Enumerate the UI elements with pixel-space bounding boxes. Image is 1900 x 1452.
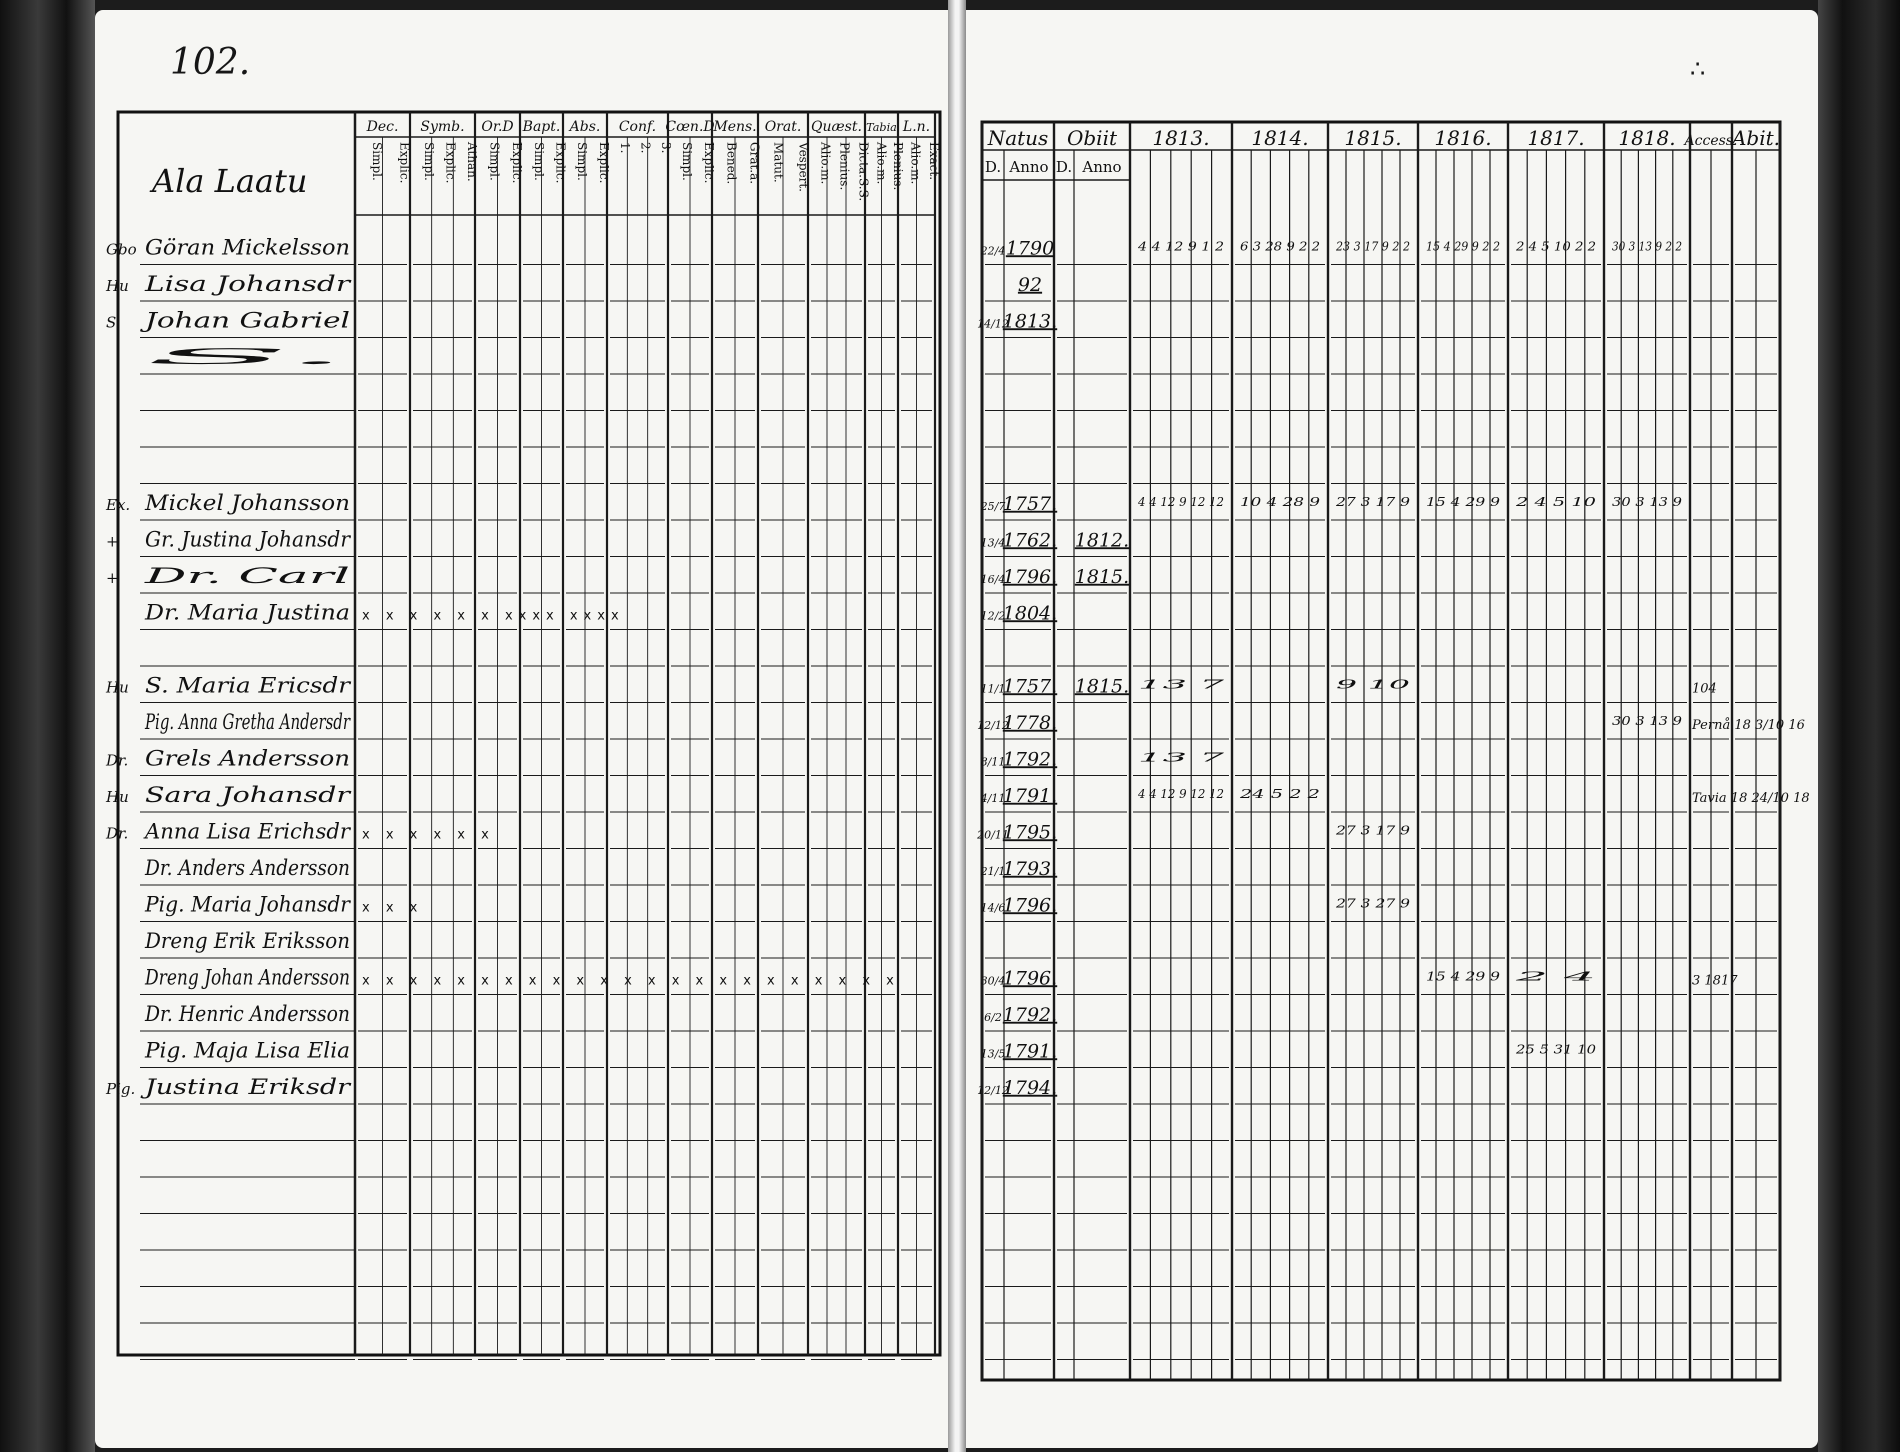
row-prefix: Hu	[106, 787, 129, 806]
person-name: Dreng Erik Eriksson	[144, 928, 350, 953]
natus-day: 8/11	[980, 755, 1006, 769]
column-header: Mens.	[713, 119, 757, 135]
obiit-year: 1815.	[1074, 675, 1130, 698]
person-name: Grels Andersson	[145, 746, 350, 771]
column-subheader: D.	[1055, 158, 1073, 176]
column-header: Quæst.	[811, 119, 862, 135]
natus-year: 1791.	[1002, 1040, 1058, 1063]
year-entry: 4 4 12 9 1 2	[1136, 239, 1224, 254]
column-subheader: 2.	[638, 142, 653, 154]
column-header: Abs.	[569, 119, 601, 135]
column-subheader: Simpl.	[369, 142, 384, 181]
year-entry: 24 5 2 2	[1238, 787, 1320, 802]
natus-year: 1795.	[1002, 821, 1058, 844]
access-abit-note: Tavia 18 24/10 18	[1692, 790, 1810, 806]
right-table-border	[982, 122, 1780, 1380]
column-subheader: 3.	[658, 142, 673, 154]
column-header: Orat.	[764, 119, 802, 135]
column-header: Obiit	[1066, 126, 1118, 150]
natus-year: 92	[1017, 273, 1043, 296]
year-entry: 30 3 13 9 2 2	[1612, 239, 1682, 254]
column-header: 1814.	[1251, 126, 1309, 150]
year-entry: 13 7	[1138, 750, 1226, 765]
column-subheader: Athan.	[465, 142, 480, 182]
column-subheader: Alio.m.	[874, 142, 889, 185]
column-subheader: Dicta.S.S.	[856, 142, 871, 202]
row-prefix: Dr.	[106, 751, 129, 770]
natus-day: 16/4	[980, 572, 1006, 586]
column-subheader: Anno	[1082, 158, 1122, 176]
column-subheader: Plenius.	[890, 142, 905, 191]
page-number: 102.	[170, 42, 251, 83]
natus-day: 11/1	[980, 682, 1006, 696]
natus-day: 6/2	[984, 1010, 1002, 1024]
year-entry: 6 3 28 9 2 2	[1240, 239, 1320, 254]
natus-year: 1792.	[1002, 748, 1058, 771]
column-subheader: Explic.	[397, 142, 412, 184]
year-entry: 2 4 5 10 2 2	[1514, 239, 1596, 254]
year-entry: 10 4 28 9	[1240, 495, 1321, 510]
column-subheader: Matut.	[771, 142, 786, 183]
column-subheader: Exact.	[926, 142, 941, 181]
year-entry: 25 5 31 10	[1514, 1042, 1597, 1057]
access-abit-note: 104	[1692, 681, 1717, 697]
year-entry: 9 10	[1336, 677, 1412, 692]
column-header: 1817.	[1527, 126, 1585, 150]
person-name: Mickel Johansson	[143, 490, 350, 515]
natus-year: 1778.	[1002, 711, 1058, 734]
catechism-marks: x x x x x x x x x x x x x x x x x x x x x x x	[362, 973, 900, 989]
natus-year: 1813.	[1002, 310, 1058, 333]
natus-year: 1757.	[1002, 492, 1058, 515]
natus-day: 21/1	[980, 864, 1006, 878]
natus-year: 1790	[1005, 237, 1055, 260]
column-subheader: Bened.	[724, 142, 739, 185]
catechism-marks: x x x	[362, 900, 424, 916]
natus-year: 1794.	[1002, 1076, 1058, 1099]
row-prefix: Pig.	[106, 1079, 136, 1098]
person-name: Dr. Maria Justina	[143, 600, 350, 625]
year-entry: 2 4	[1511, 969, 1596, 984]
natus-day: 22/4	[980, 244, 1006, 258]
natus-year: 1796.	[1002, 894, 1058, 917]
natus-day: 20/11	[977, 828, 1009, 842]
natus-day: 13/5	[980, 1047, 1006, 1061]
village-name: Ala Laatu	[152, 162, 308, 200]
year-entry: 4 4 12 9 12 12	[1137, 787, 1224, 802]
natus-day: 25/7	[980, 499, 1006, 513]
person-name: Justina Eriksdr	[139, 1074, 353, 1099]
natus-day: 14/12	[977, 317, 1009, 331]
column-header: 1818.	[1618, 126, 1676, 150]
natus-year: 1796.	[1002, 967, 1058, 990]
year-entry: 27 3 17 9	[1334, 823, 1411, 838]
row-prefix: S.	[106, 313, 121, 332]
ink-mark: ∴	[1690, 55, 1706, 83]
access-abit-note: 3 1817	[1692, 973, 1738, 989]
column-header: L.n.	[902, 119, 931, 135]
row-prefix: Gbo	[106, 240, 137, 259]
column-subheader: Plenius.	[837, 142, 852, 191]
person-name: Gr. Justina Johansdr	[145, 527, 352, 552]
person-name: Dr. Henric Andersson	[144, 1001, 350, 1026]
column-subheader: D.	[984, 158, 1002, 176]
natus-year: 1796.	[1002, 565, 1058, 588]
row-prefix: Hu	[106, 678, 129, 697]
natus-day: 12/2	[980, 609, 1006, 623]
column-header: Conf.	[618, 119, 657, 135]
access-abit-note: Pernå 18 3/10 16	[1692, 717, 1805, 733]
person-name: Göran Mickelsson	[145, 235, 350, 260]
natus-year: 1792.	[1002, 1003, 1058, 1026]
person-name: Dr. Anders Andersson	[144, 855, 350, 880]
person-name: Anna Lisa Erichsdr	[142, 819, 352, 844]
obiit-year: 1812.	[1074, 529, 1130, 552]
row-prefix: Dr.	[106, 824, 129, 843]
year-entry: 27 3 17 9	[1334, 495, 1411, 510]
person-name: Dr. Carl	[142, 563, 350, 588]
natus-day: 30/4	[980, 974, 1006, 988]
person-name: Pig. Maria Johansdr	[144, 892, 352, 917]
column-header: 1815.	[1344, 126, 1402, 150]
year-entry: 13 7	[1138, 677, 1226, 692]
person-name: S.	[145, 344, 350, 369]
column-header: Bapt.	[522, 119, 561, 135]
column-header: Cœn.D	[665, 119, 715, 135]
column-header: Symb.	[420, 119, 465, 135]
year-entry: 4 4 12 9 12 12	[1137, 495, 1224, 510]
person-name: Lisa Johansdr	[143, 271, 353, 296]
natus-day: 12/12	[977, 1083, 1009, 1097]
column-header: Access.	[1684, 133, 1738, 149]
column-header: Abit.	[1731, 126, 1781, 150]
year-entry: 15 4 29 9 2 2	[1426, 239, 1500, 254]
column-header: Or.D	[481, 119, 514, 135]
person-name: Dreng Johan Andersson	[144, 965, 350, 990]
year-entry: 15 4 29 9	[1426, 495, 1501, 510]
natus-year: 1804.	[1002, 602, 1058, 625]
row-prefix: +	[106, 568, 119, 587]
column-header: Natus	[987, 126, 1049, 150]
row-prefix: Ex.	[106, 495, 131, 514]
column-subheader: Simpl.	[421, 142, 436, 181]
column-header: 1816.	[1434, 126, 1492, 150]
column-subheader: Explic.	[702, 142, 716, 184]
column-subheader: Simpl.	[487, 142, 502, 181]
column-subheader: Vespert.	[796, 142, 811, 192]
natus-year: 1793.	[1002, 857, 1058, 880]
natus-day: 12/12	[977, 718, 1009, 732]
row-prefix: +	[106, 532, 119, 551]
person-name: Pig. Anna Gretha Andersdr	[144, 709, 352, 734]
column-subheader: Grat.a.	[747, 142, 762, 185]
catechism-marks: x x x x x x xxxx xxxx	[362, 608, 625, 624]
natus-year: 1757.	[1002, 675, 1058, 698]
natus-year: 1791.	[1002, 784, 1058, 807]
natus-year: 1762.	[1002, 529, 1058, 552]
column-subheader: Alio.m.	[818, 142, 833, 185]
year-entry: 15 4 29 9	[1426, 969, 1501, 984]
column-subheader: Explic.	[509, 142, 524, 184]
column-header: Tabia	[866, 121, 897, 134]
year-entry: 30 3 13 9	[1612, 714, 1683, 729]
column-subheader: Anno	[1009, 158, 1049, 176]
year-entry: 30 3 13 9	[1612, 495, 1683, 510]
column-header: Dec.	[366, 119, 399, 135]
row-prefix: Hu	[106, 276, 129, 295]
natus-day: 14/6	[980, 901, 1006, 915]
natus-day: 13/4	[980, 536, 1006, 550]
column-subheader: Simpl.	[575, 142, 589, 181]
person-name: Pig. Maja Lisa Elia	[143, 1038, 350, 1063]
year-entry: 23 3 17 9 2 2	[1335, 239, 1410, 254]
obiit-year: 1815.	[1074, 565, 1130, 588]
natus-day: 4/11	[980, 791, 1006, 805]
column-subheader: Simpl.	[680, 142, 694, 181]
person-name: Sara Johansdr	[145, 782, 353, 807]
column-subheader: Explic.	[553, 142, 568, 184]
column-header: 1813.	[1152, 126, 1210, 150]
column-subheader: Simpl.	[531, 142, 546, 181]
column-subheader: Explic.	[597, 142, 611, 184]
person-name: Johan Gabriel	[139, 308, 350, 333]
year-entry: 2 4 5 10	[1514, 495, 1597, 510]
year-entry: 27 3 27 9	[1334, 896, 1411, 911]
column-subheader: 1.	[618, 142, 633, 154]
catechism-marks: x x x x x x	[362, 827, 495, 843]
column-subheader: Alio.m.	[908, 142, 923, 185]
column-subheader: Explic.	[443, 142, 458, 184]
person-name: S. Maria Ericsdr	[145, 673, 353, 698]
